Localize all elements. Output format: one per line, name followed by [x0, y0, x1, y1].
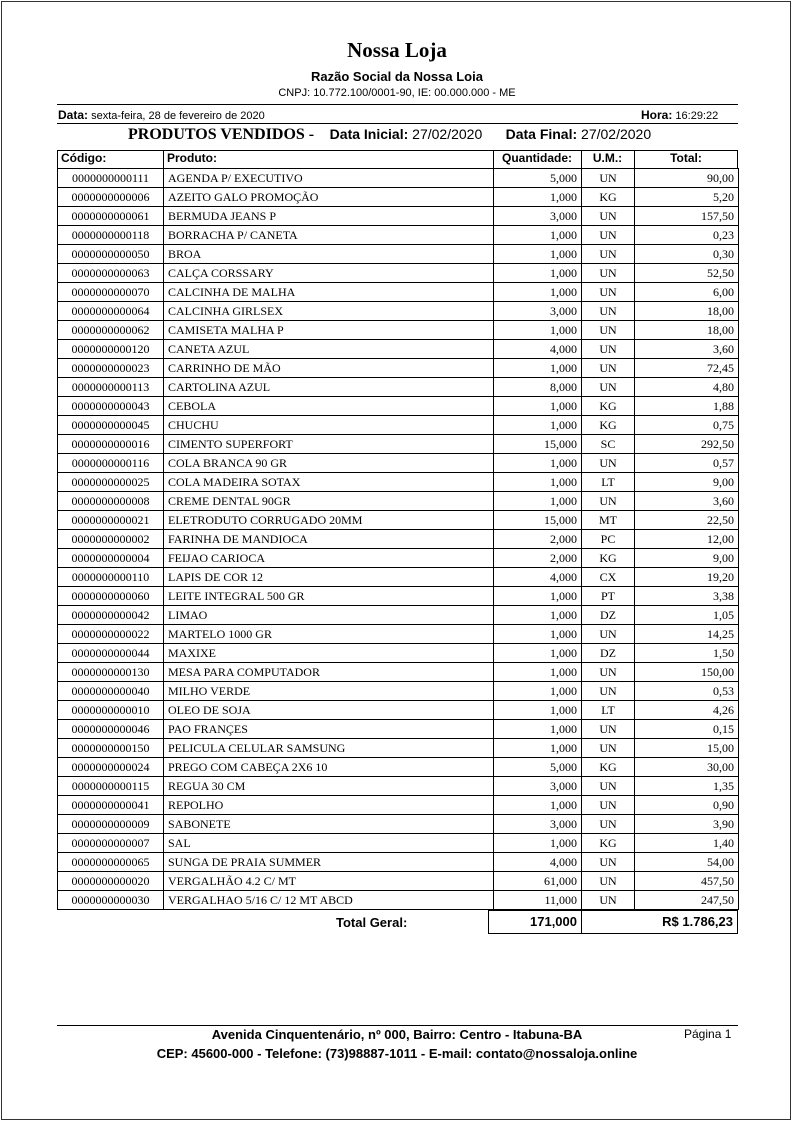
cell-um: UN — [582, 359, 635, 378]
cell-quantity: 1,000 — [494, 796, 582, 815]
cell-um: UN — [582, 321, 635, 340]
cell-um: KG — [582, 758, 635, 777]
cell-code: 0000000000021 — [58, 511, 164, 530]
cell-um: UN — [582, 454, 635, 473]
footer-divider — [57, 1025, 738, 1026]
cell-quantity: 2,000 — [494, 549, 582, 568]
header-divider — [57, 104, 738, 105]
print-date — [58, 108, 265, 122]
cell-quantity: 1,000 — [494, 739, 582, 758]
cell-quantity: 11,000 — [494, 891, 582, 910]
cell-code: 0000000000004 — [58, 549, 164, 568]
table-row — [58, 530, 739, 549]
cell-product: CARTOLINA AZUL — [164, 378, 494, 397]
cell-um: UN — [582, 777, 635, 796]
table-row — [58, 226, 739, 245]
page-number: Página 1 — [684, 1027, 732, 1041]
table-row — [58, 340, 739, 359]
col-header-um: U.M.: — [592, 151, 623, 165]
cell-total: 4,26 — [635, 701, 739, 720]
cell-product: CALCINHA GIRLSEX — [164, 302, 494, 321]
cell-quantity: 1,000 — [494, 701, 582, 720]
table-row — [58, 454, 739, 473]
cell-um: DZ — [582, 606, 635, 625]
cell-product: PAO FRANÇES — [164, 720, 494, 739]
cell-code: 0000000000030 — [58, 891, 164, 910]
cell-total: 18,00 — [635, 321, 739, 340]
cell-product: FEIJAO CARIOCA — [164, 549, 494, 568]
cell-quantity: 1,000 — [494, 188, 582, 207]
cell-total: 1,35 — [635, 777, 739, 796]
column-header-frame — [57, 150, 738, 168]
cell-quantity: 61,000 — [494, 872, 582, 891]
cell-quantity: 1,000 — [494, 473, 582, 492]
cell-code: 0000000000118 — [58, 226, 164, 245]
print-time — [641, 108, 718, 122]
cell-product: PELICULA CELULAR SAMSUNG — [164, 739, 494, 758]
cell-product: CHUCHU — [164, 416, 494, 435]
cell-um: UN — [582, 378, 635, 397]
cell-product: COLA BRANCA 90 GR — [164, 454, 494, 473]
cell-total: 0,23 — [635, 226, 739, 245]
cell-code: 0000000000110 — [58, 568, 164, 587]
cell-code: 0000000000020 — [58, 872, 164, 891]
cell-um: UN — [582, 340, 635, 359]
cell-product: CALÇA CORSSARY — [164, 264, 494, 283]
cell-product: REGUA 30 CM — [164, 777, 494, 796]
cell-total: 1,88 — [635, 397, 739, 416]
end-date-label: Data Final: — [505, 126, 578, 142]
cell-quantity: 1,000 — [494, 454, 582, 473]
cell-total: 3,38 — [635, 587, 739, 606]
cell-quantity: 5,000 — [494, 758, 582, 777]
cell-quantity: 4,000 — [494, 340, 582, 359]
cell-total: 0,15 — [635, 720, 739, 739]
cell-quantity: 15,000 — [494, 435, 582, 454]
cell-total: 1,05 — [635, 606, 739, 625]
cell-quantity: 1,000 — [494, 359, 582, 378]
cell-code: 0000000000070 — [58, 283, 164, 302]
cell-quantity: 1,000 — [494, 606, 582, 625]
footer-address: Avenida Cinquentenário, nº 000, Bairro: Centro - Itabuna-BA — [211, 1027, 583, 1042]
cell-total: 30,00 — [635, 758, 739, 777]
cell-quantity: 1,000 — [494, 492, 582, 511]
table-row — [58, 397, 739, 416]
cell-um: LT — [582, 473, 635, 492]
col-header-quantity: Quantidade: — [501, 151, 572, 165]
table-row — [58, 169, 739, 188]
table-row — [58, 758, 739, 777]
cell-product: SABONETE — [164, 815, 494, 834]
time-label: Hora: — [641, 108, 673, 122]
table-row — [58, 283, 739, 302]
razao-social: Razão Social da Nossa Loia — [311, 69, 483, 84]
cell-product: REPOLHO — [164, 796, 494, 815]
cell-um: UN — [582, 853, 635, 872]
cell-total: 292,50 — [635, 435, 739, 454]
cell-quantity: 3,000 — [494, 302, 582, 321]
cell-code: 0000000000006 — [58, 188, 164, 207]
cell-total: 12,00 — [635, 530, 739, 549]
cell-um: UN — [582, 815, 635, 834]
cell-product: CAMISETA MALHA P — [164, 321, 494, 340]
cell-product: CALCINHA DE MALHA — [164, 283, 494, 302]
table-row — [58, 207, 739, 226]
report-name: PRODUTOS VENDIDOS - — [128, 126, 315, 143]
table-row — [58, 796, 739, 815]
cell-product: VERGALHAO 5/16 C/ 12 MT ABCD — [164, 891, 494, 910]
cell-um: KG — [582, 834, 635, 853]
cell-total: 0,75 — [635, 416, 739, 435]
cell-product: MAXIXE — [164, 644, 494, 663]
cell-um: DZ — [582, 644, 635, 663]
cell-product: LIMAO — [164, 606, 494, 625]
cell-total: 72,45 — [635, 359, 739, 378]
cell-product: BROA — [164, 245, 494, 264]
cell-product: LEITE INTEGRAL 500 GR — [164, 587, 494, 606]
table-row — [58, 302, 739, 321]
table-row — [58, 321, 739, 340]
table-row — [58, 492, 739, 511]
table-row — [58, 701, 739, 720]
cell-code: 0000000000042 — [58, 606, 164, 625]
cell-um: UN — [582, 207, 635, 226]
table-row — [58, 264, 739, 283]
table-row — [58, 872, 739, 891]
cell-total: 0,57 — [635, 454, 739, 473]
table-row — [58, 834, 739, 853]
cell-um: KG — [582, 549, 635, 568]
cell-um: LT — [582, 701, 635, 720]
cell-code: 0000000000010 — [58, 701, 164, 720]
cell-um: CX — [582, 568, 635, 587]
cell-total: 52,50 — [635, 264, 739, 283]
cell-um: UN — [582, 796, 635, 815]
cell-quantity: 1,000 — [494, 644, 582, 663]
cell-total: 14,25 — [635, 625, 739, 644]
table-row — [58, 473, 739, 492]
cnpj-line: CNPJ: 10.772.100/0001-90, IE: 00.000.000 - ME — [278, 87, 516, 99]
title-divider — [57, 123, 738, 124]
cell-product: CANETA AZUL — [164, 340, 494, 359]
cell-code: 0000000000150 — [58, 739, 164, 758]
table-row — [58, 720, 739, 739]
cell-total: 5,20 — [635, 188, 739, 207]
table-row — [58, 644, 739, 663]
cell-um: UN — [582, 226, 635, 245]
cell-total: 9,00 — [635, 473, 739, 492]
table-row — [58, 511, 739, 530]
cell-total: 0,90 — [635, 796, 739, 815]
cell-um: UN — [582, 891, 635, 910]
cell-quantity: 1,000 — [494, 416, 582, 435]
cell-quantity: 1,000 — [494, 264, 582, 283]
cell-um: KG — [582, 188, 635, 207]
cell-code: 0000000000009 — [58, 815, 164, 834]
cell-code: 0000000000022 — [58, 625, 164, 644]
col-header-code: Código: — [61, 151, 107, 165]
table-row — [58, 245, 739, 264]
date-value: sexta-feira, 28 de fevereiro de 2020 — [91, 110, 265, 122]
table-row — [58, 606, 739, 625]
cell-um: KG — [582, 397, 635, 416]
cell-quantity: 1,000 — [494, 321, 582, 340]
cell-code: 0000000000043 — [58, 397, 164, 416]
cell-total: 3,90 — [635, 815, 739, 834]
total-quantity: 171,000 — [488, 910, 582, 934]
cell-product: SAL — [164, 834, 494, 853]
cell-code: 0000000000115 — [58, 777, 164, 796]
cell-quantity: 1,000 — [494, 720, 582, 739]
cell-product: MILHO VERDE — [164, 682, 494, 701]
cell-total: 3,60 — [635, 340, 739, 359]
start-date-value: 27/02/2020 — [412, 126, 483, 142]
cell-code: 0000000000040 — [58, 682, 164, 701]
cell-product: VERGALHÃO 4.2 C/ MT — [164, 872, 494, 891]
cell-product: MARTELO 1000 GR — [164, 625, 494, 644]
table-row — [58, 587, 739, 606]
cell-quantity: 1,000 — [494, 587, 582, 606]
total-value: R$ 1.786,23 — [581, 910, 738, 934]
cell-total: 90,00 — [635, 169, 739, 188]
cell-quantity: 1,000 — [494, 226, 582, 245]
cell-product: AGENDA P/ EXECUTIVO — [164, 169, 494, 188]
cell-total: 150,00 — [635, 663, 739, 682]
cell-um: UN — [582, 682, 635, 701]
cell-quantity: 2,000 — [494, 530, 582, 549]
time-value: 16:29:22 — [675, 110, 719, 122]
cell-um: MT — [582, 511, 635, 530]
cell-um: UN — [582, 245, 635, 264]
cell-quantity: 1,000 — [494, 625, 582, 644]
products-table — [57, 168, 739, 910]
cell-quantity: 1,000 — [494, 663, 582, 682]
cell-product: CREME DENTAL 90GR — [164, 492, 494, 511]
table-row — [58, 815, 739, 834]
cell-code: 0000000000024 — [58, 758, 164, 777]
cell-product: FARINHA DE MANDIOCA — [164, 530, 494, 549]
cell-total: 457,50 — [635, 872, 739, 891]
products-table-body — [58, 169, 739, 910]
cell-code: 0000000000044 — [58, 644, 164, 663]
cell-total: 19,20 — [635, 568, 739, 587]
cell-code: 0000000000050 — [58, 245, 164, 264]
cell-total: 3,60 — [635, 492, 739, 511]
table-row — [58, 378, 739, 397]
cell-quantity: 1,000 — [494, 245, 582, 264]
cell-code: 0000000000045 — [58, 416, 164, 435]
cell-product: PREGO COM CABEÇA 2X6 10 — [164, 758, 494, 777]
cell-code: 0000000000046 — [58, 720, 164, 739]
cell-code: 0000000000111 — [58, 169, 164, 188]
cell-code: 0000000000007 — [58, 834, 164, 853]
cell-quantity: 1,000 — [494, 397, 582, 416]
cell-um: UN — [582, 302, 635, 321]
cell-code: 0000000000061 — [58, 207, 164, 226]
cell-quantity: 3,000 — [494, 815, 582, 834]
cell-um: UN — [582, 663, 635, 682]
footer-contact: CEP: 45600-000 - Telefone: (73)98887-1011 - E-mail: contato@nossaloja.online — [156, 1046, 638, 1061]
cell-um: PT — [582, 587, 635, 606]
cell-um: UN — [582, 720, 635, 739]
cell-product: LAPIS DE COR 12 — [164, 568, 494, 587]
cell-product: AZEITO GALO PROMOÇÃO — [164, 188, 494, 207]
cell-code: 0000000000064 — [58, 302, 164, 321]
cell-um: KG — [582, 416, 635, 435]
date-label: Data: — [58, 108, 89, 122]
cell-code: 0000000000065 — [58, 853, 164, 872]
table-row — [58, 416, 739, 435]
table-row — [58, 777, 739, 796]
table-row — [58, 663, 739, 682]
cell-total: 9,00 — [635, 549, 739, 568]
cell-um: UN — [582, 264, 635, 283]
table-row — [58, 188, 739, 207]
cell-product: BERMUDA JEANS P — [164, 207, 494, 226]
cell-quantity: 1,000 — [494, 283, 582, 302]
cell-quantity: 4,000 — [494, 853, 582, 872]
cell-product: OLEO DE SOJA — [164, 701, 494, 720]
cell-um: UN — [582, 872, 635, 891]
cell-code: 0000000000130 — [58, 663, 164, 682]
col-header-total: Total: — [670, 151, 702, 165]
cell-code: 0000000000116 — [58, 454, 164, 473]
cell-um: UN — [582, 625, 635, 644]
cell-quantity: 8,000 — [494, 378, 582, 397]
cell-total: 18,00 — [635, 302, 739, 321]
cell-product: CEBOLA — [164, 397, 494, 416]
cell-product: SUNGA DE PRAIA SUMMER — [164, 853, 494, 872]
cell-product: CIMENTO SUPERFORT — [164, 435, 494, 454]
cell-product: MESA PARA COMPUTADOR — [164, 663, 494, 682]
cell-um: UN — [582, 169, 635, 188]
table-row — [58, 568, 739, 587]
cell-um: UN — [582, 739, 635, 758]
cell-code: 0000000000002 — [58, 530, 164, 549]
cell-quantity: 1,000 — [494, 834, 582, 853]
report-title — [128, 126, 651, 144]
col-header-product: Produto: — [167, 151, 217, 165]
cell-product: CARRINHO DE MÃO — [164, 359, 494, 378]
cell-quantity: 1,000 — [494, 682, 582, 701]
cell-total: 1,50 — [635, 644, 739, 663]
cell-total: 54,00 — [635, 853, 739, 872]
store-name: Nossa Loja — [347, 38, 447, 62]
cell-code: 0000000000063 — [58, 264, 164, 283]
cell-code: 0000000000041 — [58, 796, 164, 815]
cell-total: 4,80 — [635, 378, 739, 397]
cell-code: 0000000000120 — [58, 340, 164, 359]
cell-total: 247,50 — [635, 891, 739, 910]
cell-total: 157,50 — [635, 207, 739, 226]
table-row — [58, 549, 739, 568]
cell-code: 0000000000062 — [58, 321, 164, 340]
cell-code: 0000000000060 — [58, 587, 164, 606]
cell-total: 0,53 — [635, 682, 739, 701]
cell-total: 15,00 — [635, 739, 739, 758]
cell-code: 0000000000008 — [58, 492, 164, 511]
table-row — [58, 435, 739, 454]
cell-code: 0000000000113 — [58, 378, 164, 397]
cell-um: PC — [582, 530, 635, 549]
end-date-value: 27/02/2020 — [581, 126, 652, 142]
cell-um: UN — [582, 492, 635, 511]
table-row — [58, 682, 739, 701]
cell-product: ELETRODUTO CORRUGADO 20MM — [164, 511, 494, 530]
table-row — [58, 853, 739, 872]
cell-um: UN — [582, 283, 635, 302]
cell-quantity: 5,000 — [494, 169, 582, 188]
cell-total: 6,00 — [635, 283, 739, 302]
cell-code: 0000000000016 — [58, 435, 164, 454]
cell-total: 0,30 — [635, 245, 739, 264]
cell-quantity: 15,000 — [494, 511, 582, 530]
cell-um: SC — [582, 435, 635, 454]
cell-quantity: 4,000 — [494, 568, 582, 587]
total-label: Total Geral: — [336, 915, 408, 930]
cell-code: 0000000000023 — [58, 359, 164, 378]
cell-total: 22,50 — [635, 511, 739, 530]
cell-code: 0000000000025 — [58, 473, 164, 492]
cell-product: COLA MADEIRA SOTAX — [164, 473, 494, 492]
start-date-label: Data Inicial: — [329, 126, 409, 142]
table-row — [58, 625, 739, 644]
cell-quantity: 3,000 — [494, 777, 582, 796]
table-row — [58, 739, 739, 758]
table-row — [58, 359, 739, 378]
cell-product: BORRACHA P/ CANETA — [164, 226, 494, 245]
cell-quantity: 3,000 — [494, 207, 582, 226]
cell-total: 1,40 — [635, 834, 739, 853]
table-row — [58, 891, 739, 910]
